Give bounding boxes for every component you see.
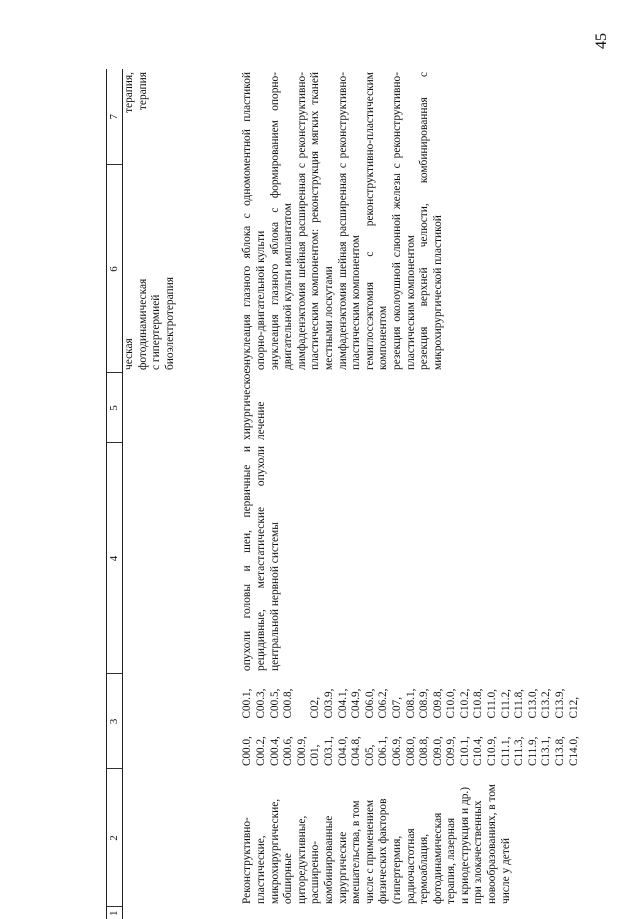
procedure-row (241, 69, 581, 919)
header-col-5: 5 (107, 373, 123, 443)
continuation-row (123, 69, 178, 919)
medical-procedures-table (106, 69, 581, 919)
procedure-type-cell: Реконструктивно- пластические, микрохирургические, обширные циторедуктивные, расширенно- комбинированные хирургические вмешательства, в том числе с применением физических факторов (гипертермия, радиочастотная термоаблация, фотодинамическая терапия, лазерная и криодеструкция и др.) при злокачественных новообразованиях, в том числе у детей (241, 783, 512, 904)
header-col-1: 1 (107, 907, 123, 919)
method-cell: энуклеация глазного яблока с одномоментной пластикой опорно-двигательной культи энуклеация глазного яблока с формированием опорно-двигательной культи имплантатом лимфаденэктомия шейная расширенная с реконструктивно-пластическим компонентом: реконструкция мягких тканей местными лоскутами лимфаденэктомия шейная расширенная с реконструктивно-пластическим компонентом гемиглоссэктомия с реконструктивно-пластическим компонентом резекция околоушной слюнной железы с реконструктивно-пластическим компонентом резекция верхней челюсти, комбинированная с микрохирургической пластикой (241, 72, 444, 370)
header-col-2: 2 (107, 769, 123, 907)
header-col-3: 3 (107, 674, 123, 769)
header-col-7: 7 (107, 69, 123, 165)
header-col-6: 6 (107, 165, 123, 373)
diagnosis-cell: опухоли головы и шеи, первичные и рецидивные, метастатические опухоли центральной нервной системы (241, 446, 281, 671)
prev-method-cell-tail: терапия, терапия (123, 72, 149, 113)
rotated-table-container (106, 69, 596, 919)
header-row (107, 69, 123, 919)
treatment-type-cell: хирургическое лечение (241, 368, 267, 440)
icd-codes-cell: C00.0, C00.1, C00.2, C00.3, C00.4, C00.5, C00.6, C00.8, C00.9, C01, C02, C03.1, C03.9, C04.0, C04.1, C04.8, C04.9, C05, C06.0, C06.1, C06.2, C06.9, C07, C08.0, C08.1, C08.8, C08.9, C09.0, C09.8, C09.9, C10.0, C10.1, C10.2, C10.4, C10.8, C10.9, C11.0, C11.1, C11.2, C11.3, C11.8, C11.9, C13.0, C13.1, C13.2, C13.8, C13.9, C14.0, C12, (241, 688, 580, 766)
page-number: 45 (593, 33, 610, 49)
header-col-4: 4 (107, 443, 123, 674)
prev-method-cell: ческая фотодинамическая с гипертермией биоэлектротерапия (123, 277, 176, 370)
